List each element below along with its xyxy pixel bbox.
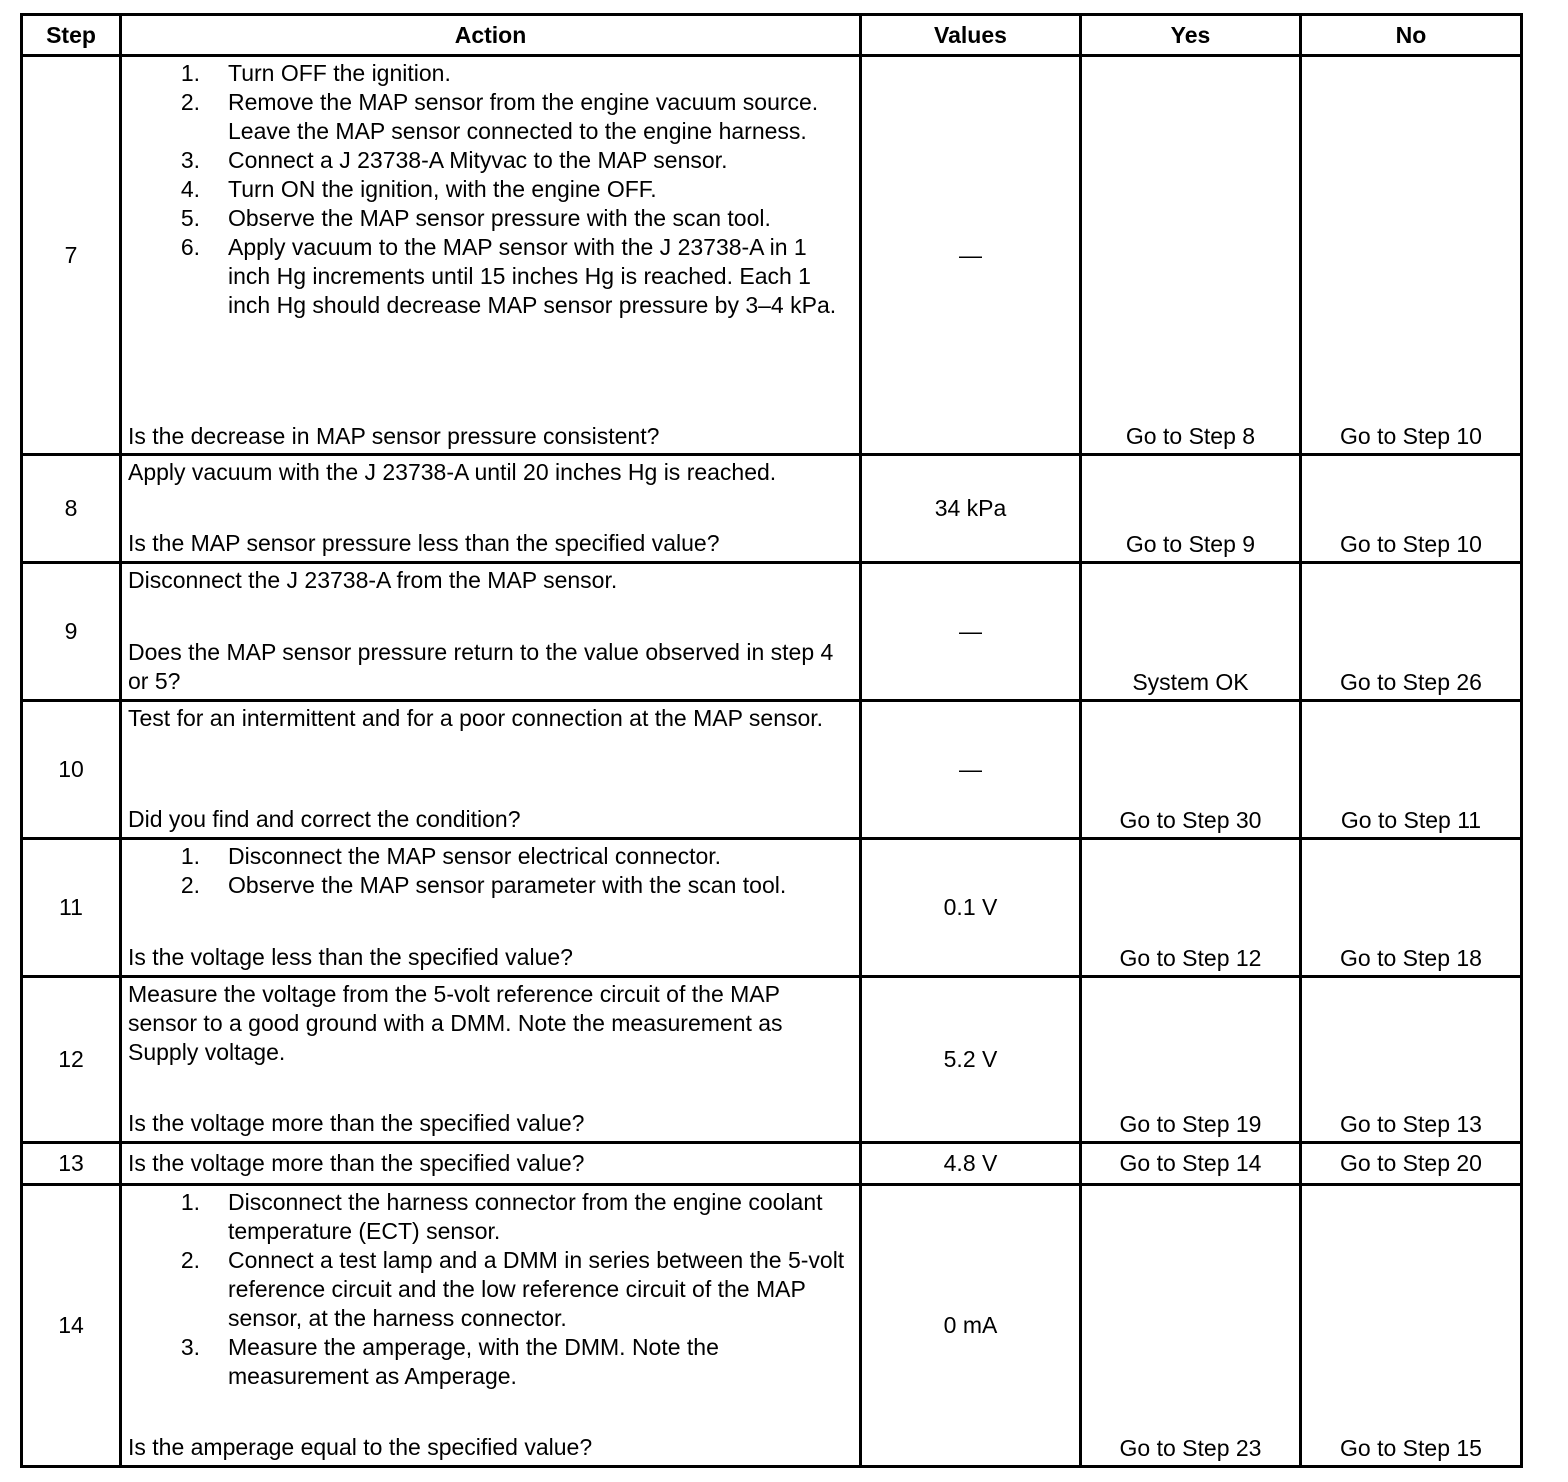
action-steps [128, 59, 847, 320]
no-result: Go to Step 10 [1301, 56, 1522, 455]
action-text: Apply vacuum with the J 23738-A until 20 inches Hg is reached. [128, 459, 777, 485]
list-item: 2. Observe the MAP sensor parameter with the scan tool. [180, 872, 787, 898]
action-steps [128, 1188, 847, 1391]
no-result: Go to Step 13 [1301, 977, 1522, 1143]
list-item: 5. Observe the MAP sensor pressure with the scan tool. [180, 205, 771, 231]
diagnostic-table [20, 13, 1523, 1468]
action-cell [121, 839, 861, 977]
header-action: Action [121, 15, 861, 56]
table-row [22, 455, 1522, 563]
no-result: Go to Step 20 [1301, 1143, 1522, 1185]
action-steps [128, 842, 847, 900]
action-text: Disconnect the J 23738-A from the MAP sensor. [128, 567, 618, 593]
header-yes: Yes [1081, 15, 1301, 56]
action-text: Test for an intermittent and for a poor connection at the MAP sensor. [128, 705, 824, 731]
step-number: 13 [22, 1143, 121, 1185]
list-item: 1. Turn OFF the ignition. [180, 60, 451, 86]
yes-result: Go to Step 12 [1081, 839, 1301, 977]
spec-value: — [861, 563, 1081, 701]
yes-result: Go to Step 23 [1081, 1185, 1301, 1467]
list-item: 2. Connect a test lamp and a DMM in series between the 5-volt reference circuit and the low reference circuit of the MAP sensor, at the harness connector. [180, 1247, 845, 1331]
header-no: No [1301, 15, 1522, 56]
header-values: Values [861, 15, 1081, 56]
no-result: Go to Step 15 [1301, 1185, 1522, 1467]
question-text: Is the voltage more than the specified value? [128, 1150, 585, 1176]
step-number: 10 [22, 701, 121, 839]
action-cell [121, 977, 861, 1143]
table-row [22, 1185, 1522, 1467]
step-number: 7 [22, 56, 121, 455]
list-item: 2. Remove the MAP sensor from the engine vacuum source. Leave the MAP sensor connected to the engine harness. [180, 89, 819, 144]
step-number: 12 [22, 977, 121, 1143]
no-result: Go to Step 18 [1301, 839, 1522, 977]
action-cell [121, 455, 861, 563]
step-number: 11 [22, 839, 121, 977]
no-result: Go to Step 26 [1301, 563, 1522, 701]
table-row [22, 701, 1522, 839]
action-cell [121, 1143, 861, 1185]
list-item: 6. Apply vacuum to the MAP sensor with the J 23738-A in 1 inch Hg increments until 15 inches Hg is reached. Each 1 inch Hg should decrease MAP sensor pressure by 3–4 kPa. [180, 234, 837, 318]
spec-value: — [861, 56, 1081, 455]
question-text: Does the MAP sensor pressure return to the value observed in step 4 or 5? [128, 639, 834, 694]
spec-value: 34 kPa [861, 455, 1081, 563]
yes-result: System OK [1081, 563, 1301, 701]
question-text: Did you find and correct the condition? [128, 806, 521, 832]
spec-value: 0 mA [861, 1185, 1081, 1467]
step-number: 9 [22, 563, 121, 701]
list-item: 1. Disconnect the harness connector from the engine coolant temperature (ECT) sensor. [180, 1189, 823, 1244]
table-row [22, 563, 1522, 701]
no-result: Go to Step 10 [1301, 455, 1522, 563]
list-item: 4. Turn ON the ignition, with the engine OFF. [180, 176, 657, 202]
spec-value: 0.1 V [861, 839, 1081, 977]
question-text: Is the voltage less than the specified value? [128, 944, 573, 970]
table-row [22, 839, 1522, 977]
header-step: Step [22, 15, 121, 56]
action-cell [121, 1185, 861, 1467]
list-item: 3. Connect a J 23738-A Mityvac to the MAP sensor. [180, 147, 728, 173]
header-row [22, 15, 1522, 56]
table-row [22, 1143, 1522, 1185]
question-text: Is the amperage equal to the specified value? [128, 1434, 593, 1460]
spec-value: — [861, 701, 1081, 839]
yes-result: Go to Step 14 [1081, 1143, 1301, 1185]
action-cell [121, 701, 861, 839]
yes-result: Go to Step 9 [1081, 455, 1301, 563]
yes-result: Go to Step 8 [1081, 56, 1301, 455]
action-cell [121, 563, 861, 701]
question-text: Is the voltage more than the specified value? [128, 1110, 585, 1136]
list-item: 3. Measure the amperage, with the DMM. Note the measurement as Amperage. [180, 1334, 719, 1389]
list-item: 1. Disconnect the MAP sensor electrical connector. [180, 843, 722, 869]
question-text: Is the MAP sensor pressure less than the specified value? [128, 530, 720, 556]
table-row [22, 56, 1522, 455]
table-row [22, 977, 1522, 1143]
step-number: 8 [22, 455, 121, 563]
step-number: 14 [22, 1185, 121, 1467]
spec-value: 5.2 V [861, 977, 1081, 1143]
no-result: Go to Step 11 [1301, 701, 1522, 839]
yes-result: Go to Step 30 [1081, 701, 1301, 839]
question-text: Is the decrease in MAP sensor pressure consistent? [128, 423, 660, 449]
yes-result: Go to Step 19 [1081, 977, 1301, 1143]
action-text: Measure the voltage from the 5-volt reference circuit of the MAP sensor to a good ground with a DMM. Note the measurement as Supply voltage. [128, 981, 783, 1065]
action-cell [121, 56, 861, 455]
spec-value: 4.8 V [861, 1143, 1081, 1185]
